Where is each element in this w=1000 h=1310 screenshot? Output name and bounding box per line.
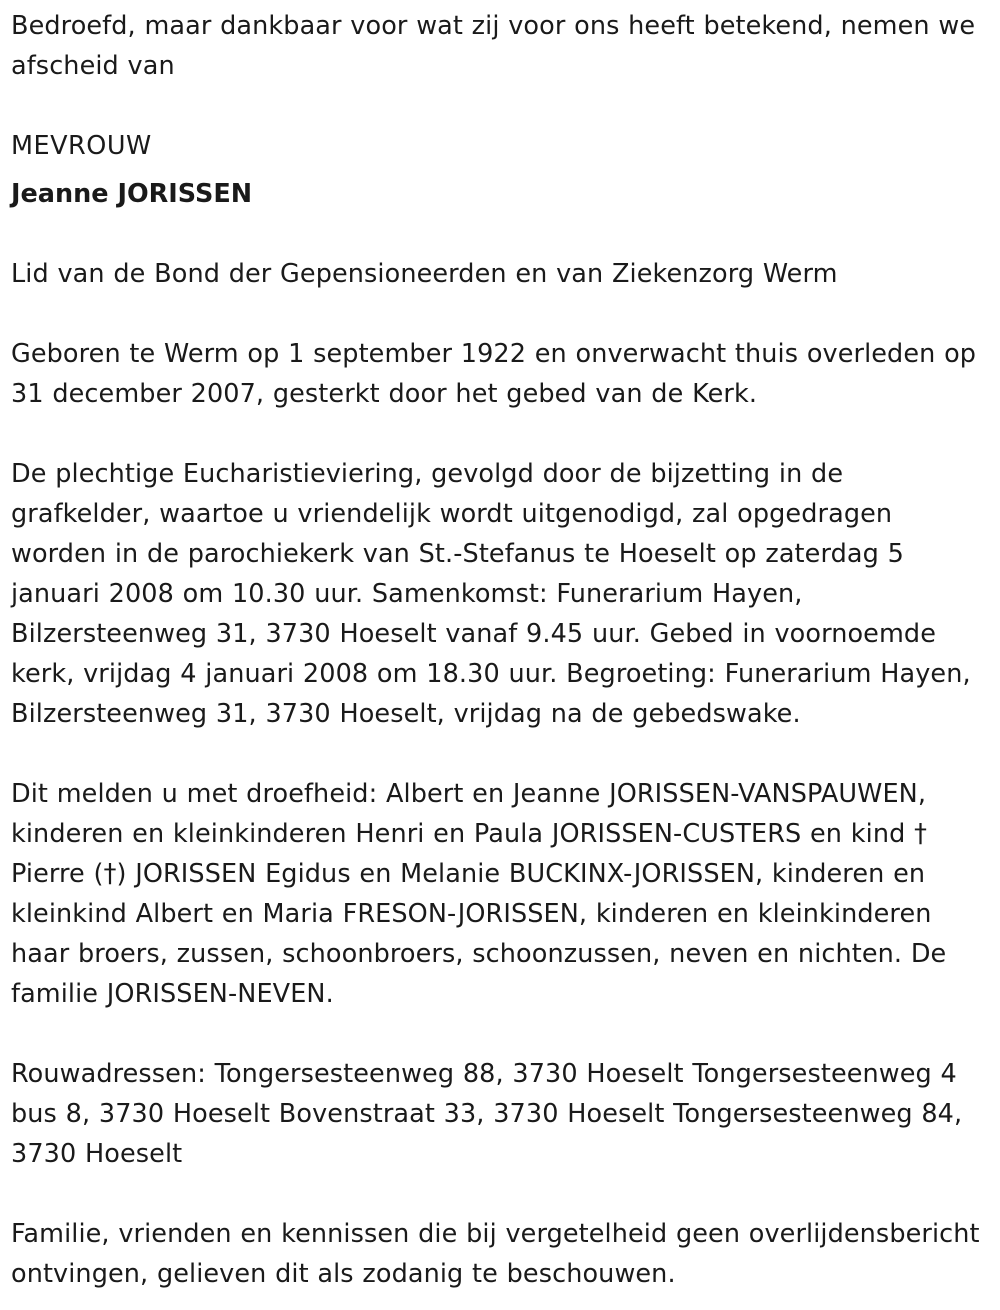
family-text: Dit melden u met droefheid: Albert en Jeanne JORISSEN-VANSPAUWEN, kinderen en kleinkinderen Henri en Paula JORISSEN-CUSTERS en kind † Pierre (†) JORISSEN Egidus en Melanie BUCKINX-JORISSEN, kinderen en kleinkind Albert en Maria FRESON-JORISSEN, kinderen en kleinkinderen haar broers, zussen, schoonbroers, schoonzussen, neven en nichten. De familie JORISSEN-NEVEN. (11, 779, 947, 1009)
deceased-name: Jeanne JORISSEN (11, 179, 253, 209)
honorific: MEVROUW (11, 131, 152, 161)
membership-text: Lid van de Bond der Gepensioneerden en van Ziekenzorg Werm (11, 259, 838, 289)
closing-text: Familie, vrienden en kennissen die bij vergetelheid geen overlijdensbericht ontvingen, gelieven dit als zodanig te beschouwen. (11, 1219, 980, 1289)
addresses-text: Rouwadressen: Tongersesteenweg 88, 3730 Hoeselt Tongersesteenweg 4 bus 8, 3730 Hoeselt Bovenstraat 33, 3730 Hoeselt Tongersesteenweg 84, 3730 Hoeselt (11, 1059, 963, 1169)
ceremony-text: De plechtige Eucharistieviering, gevolgd door de bijzetting in de grafkelder, waartoe u vriendelijk wordt uitgenodigd, zal opgedragen worden in de parochiekerk van St.-Stefanus te Hoeselt op zaterdag 5 januari 2008 om 10.30 uur. Samenkomst: Funerarium Hayen, Bilzersteenweg 31, 3730 Hoeselt vanaf 9.45 uur. Gebed in voornoemde kerk, vrijdag 4 januari 2008 om 18.30 uur. Begroeting: Funerarium Hayen, Bilzersteenweg 31, 3730 Hoeselt, vrijdag na de gebedswake. (11, 459, 971, 729)
intro-text: Bedroefd, maar dankbaar voor wat zij voor ons heeft betekend, nemen we afscheid van (11, 11, 976, 81)
birth-death-text: Geboren te Werm op 1 september 1922 en onverwacht thuis overleden op 31 december 2007, gesterkt door het gebed van de Kerk. (11, 339, 977, 409)
